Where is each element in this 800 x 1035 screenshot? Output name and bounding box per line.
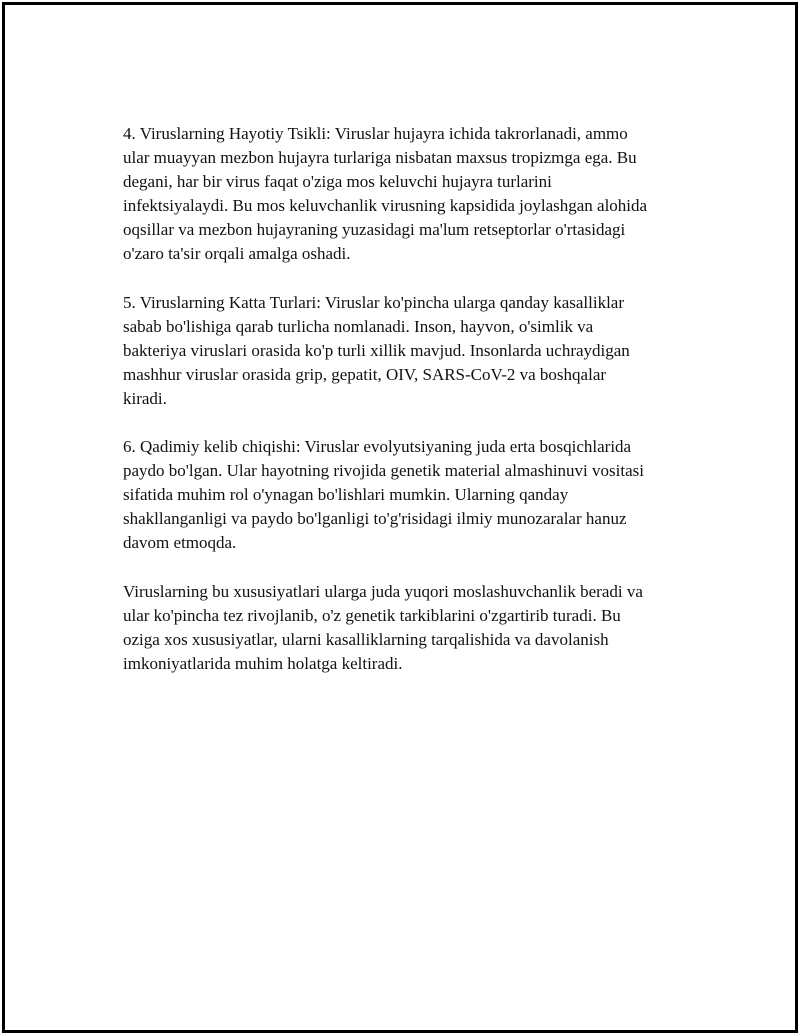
text-line: ular muayyan mezbon hujayra turlariga nisbatan maxsus tropizmga ega. Bu [123,148,637,168]
text-line: paydo bo'lgan. Ular hayotning rivojida genetik material almashinuvi vositasi [123,461,644,481]
paragraph-conclusion [123,580,723,676]
text-line: bakteriya viruslari orasida ko'p turli xillik mavjud. Insonlarda uchraydigan [123,340,630,360]
text-line: o'zaro ta'sir orqali amalga oshadi. [123,244,351,264]
document-body [123,122,723,700]
text-line: 5. Viruslarning Katta Turlari: Viruslar ko'pincha ularga qanday kasalliklar [123,292,625,312]
text-line: kiradi. [123,388,167,408]
paragraph-ancient-origin [123,435,723,555]
text-line: sifatida muhim rol o'ynagan bo'lishlari mumkin. Ularning qanday [123,485,569,505]
text-line: oqsillar va mezbon hujayraning yuzasidagi ma'lum retseptorlar o'rtasidagi [123,220,626,240]
text-line: imkoniyatlarida muhim holatga keltiradi. [123,653,403,673]
text-line: mashhur viruslar orasida grip, gepatit, OIV, SARS-CoV-2 va boshqalar [123,364,607,384]
text-line: oziga xos xususiyatlar, ularni kasalliklarning tarqalishida va davolanish [123,629,609,649]
text-line: 6. Qadimiy kelib chiqishi: Viruslar evolyutsiyaning juda erta bosqichlarida [123,437,632,457]
text-line: 4. Viruslarning Hayotiy Tsikli: Viruslar hujayra ichida takrorlanadi, ammo [123,124,628,143]
page [2,2,798,1033]
text-line: shakllanganligi va paydo bo'lganligi to'g'risidagi ilmiy munozaralar hanuz [123,509,627,529]
text-line: Viruslarning bu xususiyatlari ularga juda yuqori moslashuvchanlik beradi va [123,581,643,601]
text-line: sabab bo'lishiga qarab turlicha nomlanadi. Inson, hayvon, o'simlik va [123,316,594,336]
paragraph-virus-types [123,291,723,411]
paragraph-viral-life-cycle [123,122,723,267]
text-line: davom etmoqda. [123,533,237,553]
text-line: infektsiyalaydi. Bu mos keluvchanlik virusning kapsidida joylashgan alohida [123,196,648,216]
text-line: degani, har bir virus faqat o'ziga mos keluvchi hujayra turlarini [123,172,552,192]
text-line: ular ko'pincha tez rivojlanib, o'z genetik tarkiblarini o'zgartirib turadi. Bu [123,605,621,625]
